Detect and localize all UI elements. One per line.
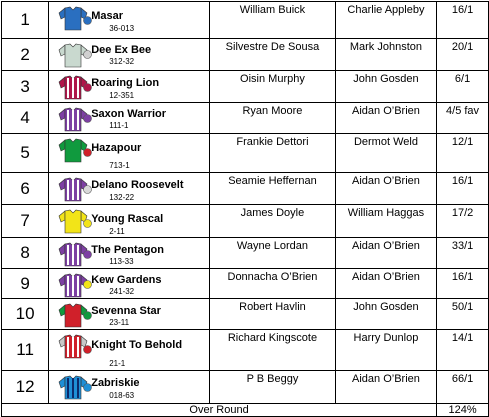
runner-row (2, 330, 489, 371)
horse-form: 713-1 (109, 161, 130, 170)
odds-value: 16/1 (437, 269, 489, 299)
horse-cell (49, 173, 210, 205)
runner-row (2, 39, 489, 71)
horse-form: 21-1 (109, 359, 126, 368)
runner-number: 9 (2, 269, 49, 299)
trainer-name: Harry Dunlop (335, 330, 436, 371)
trainer-name: Dermot Weld (335, 134, 436, 173)
odds-value: 17/2 (437, 205, 489, 238)
horse-cell (49, 39, 210, 71)
horse-name: Delano Roosevelt (91, 179, 184, 191)
trainer-name: Aidan O’Brien (335, 103, 436, 134)
trainer-name: Aidan O’Brien (335, 173, 436, 205)
over-round-label: Over Round (2, 404, 437, 417)
horse-cell (49, 238, 210, 269)
horse-name: Hazapour (91, 142, 142, 154)
horse-form: 111-1 (109, 121, 129, 130)
horse-name: Young Rascal (91, 213, 164, 225)
runner-row (2, 205, 489, 238)
horse-name: Zabriskie (91, 377, 140, 389)
runner-row (2, 71, 489, 103)
jockey-name: Frankie Dettori (210, 134, 336, 173)
horse-form: 241-32 (109, 287, 135, 296)
horse-cell (49, 134, 210, 173)
odds-value: 33/1 (437, 238, 489, 269)
racecard-table (1, 1, 489, 417)
odds-value: 14/1 (437, 330, 489, 371)
horse-cell (49, 205, 210, 238)
runner-row (2, 371, 489, 404)
trainer-name: John Gosden (335, 71, 436, 103)
jockey-name: Silvestre De Sousa (210, 39, 336, 71)
horse-form: 12-351 (109, 91, 135, 100)
horse-name: The Pentagon (91, 244, 164, 256)
runner-row (2, 2, 489, 39)
horse-name: Dee Ex Bee (91, 44, 152, 56)
jockey-name: Wayne Lordan (210, 238, 336, 269)
runner-number: 11 (2, 330, 49, 371)
runner-row (2, 173, 489, 205)
runner-row (2, 134, 489, 173)
horse-name: Roaring Lion (91, 77, 160, 89)
jockey-name: Seamie Heffernan (210, 173, 336, 205)
runner-number: 5 (2, 134, 49, 173)
horse-cell (49, 2, 210, 39)
horse-cell (49, 371, 210, 404)
jockey-name: Oisin Murphy (210, 71, 336, 103)
odds-value: 16/1 (437, 2, 489, 39)
runner-number: 1 (2, 2, 49, 39)
runner-number: 10 (2, 299, 49, 330)
jockey-name: Ryan Moore (210, 103, 336, 134)
runner-number: 6 (2, 173, 49, 205)
runner-row (2, 299, 489, 330)
jockey-name: William Buick (210, 2, 336, 39)
runner-number: 8 (2, 238, 49, 269)
horse-cell (49, 330, 210, 371)
odds-value: 12/1 (437, 134, 489, 173)
horse-form: 018-63 (109, 391, 135, 400)
odds-value: 4/5 fav (437, 103, 489, 134)
horse-form: 36-013 (109, 24, 135, 33)
runner-number: 7 (2, 205, 49, 238)
runner-number: 4 (2, 103, 49, 134)
trainer-name: William Haggas (335, 205, 436, 238)
horse-form: 2-11 (109, 227, 125, 236)
runner-row (2, 103, 489, 134)
over-round-row (2, 404, 489, 417)
odds-value: 6/1 (437, 71, 489, 103)
odds-value: 16/1 (437, 173, 489, 205)
jockey-name: Donnacha O’Brien (210, 269, 336, 299)
runner-row (2, 269, 489, 299)
trainer-name: Mark Johnston (335, 39, 436, 71)
trainer-name: John Gosden (335, 299, 436, 330)
horse-name: Masar (91, 10, 124, 22)
horse-form: 113-33 (109, 257, 134, 266)
trainer-name: Aidan O’Brien (335, 371, 436, 404)
horse-form: 132-22 (109, 193, 135, 202)
horse-name: Knight To Behold (91, 339, 183, 351)
odds-value: 50/1 (437, 299, 489, 330)
horse-form: 312-32 (109, 57, 135, 66)
runner-number: 3 (2, 71, 49, 103)
jockey-name: James Doyle (210, 205, 336, 238)
horse-name: Sevenna Star (91, 305, 161, 317)
horse-cell (49, 299, 210, 330)
over-round-value: 124% (437, 404, 489, 417)
runner-number: 12 (2, 371, 49, 404)
trainer-name: Aidan O’Brien (335, 269, 436, 299)
odds-value: 20/1 (437, 39, 489, 71)
horse-name: Kew Gardens (91, 274, 162, 286)
horse-name: Saxon Warrior (91, 108, 166, 120)
jockey-name: Richard Kingscote (210, 330, 336, 371)
horse-cell (49, 103, 210, 134)
runner-number: 2 (2, 39, 49, 71)
odds-value: 66/1 (437, 371, 489, 404)
trainer-name: Aidan O’Brien (335, 238, 436, 269)
horse-form: 23-11 (109, 318, 130, 327)
runner-row (2, 238, 489, 269)
jockey-name: Robert Havlin (210, 299, 336, 330)
trainer-name: Charlie Appleby (335, 2, 436, 39)
horse-cell (49, 71, 210, 103)
jockey-name: P B Beggy (210, 371, 336, 404)
horse-cell (49, 269, 210, 299)
